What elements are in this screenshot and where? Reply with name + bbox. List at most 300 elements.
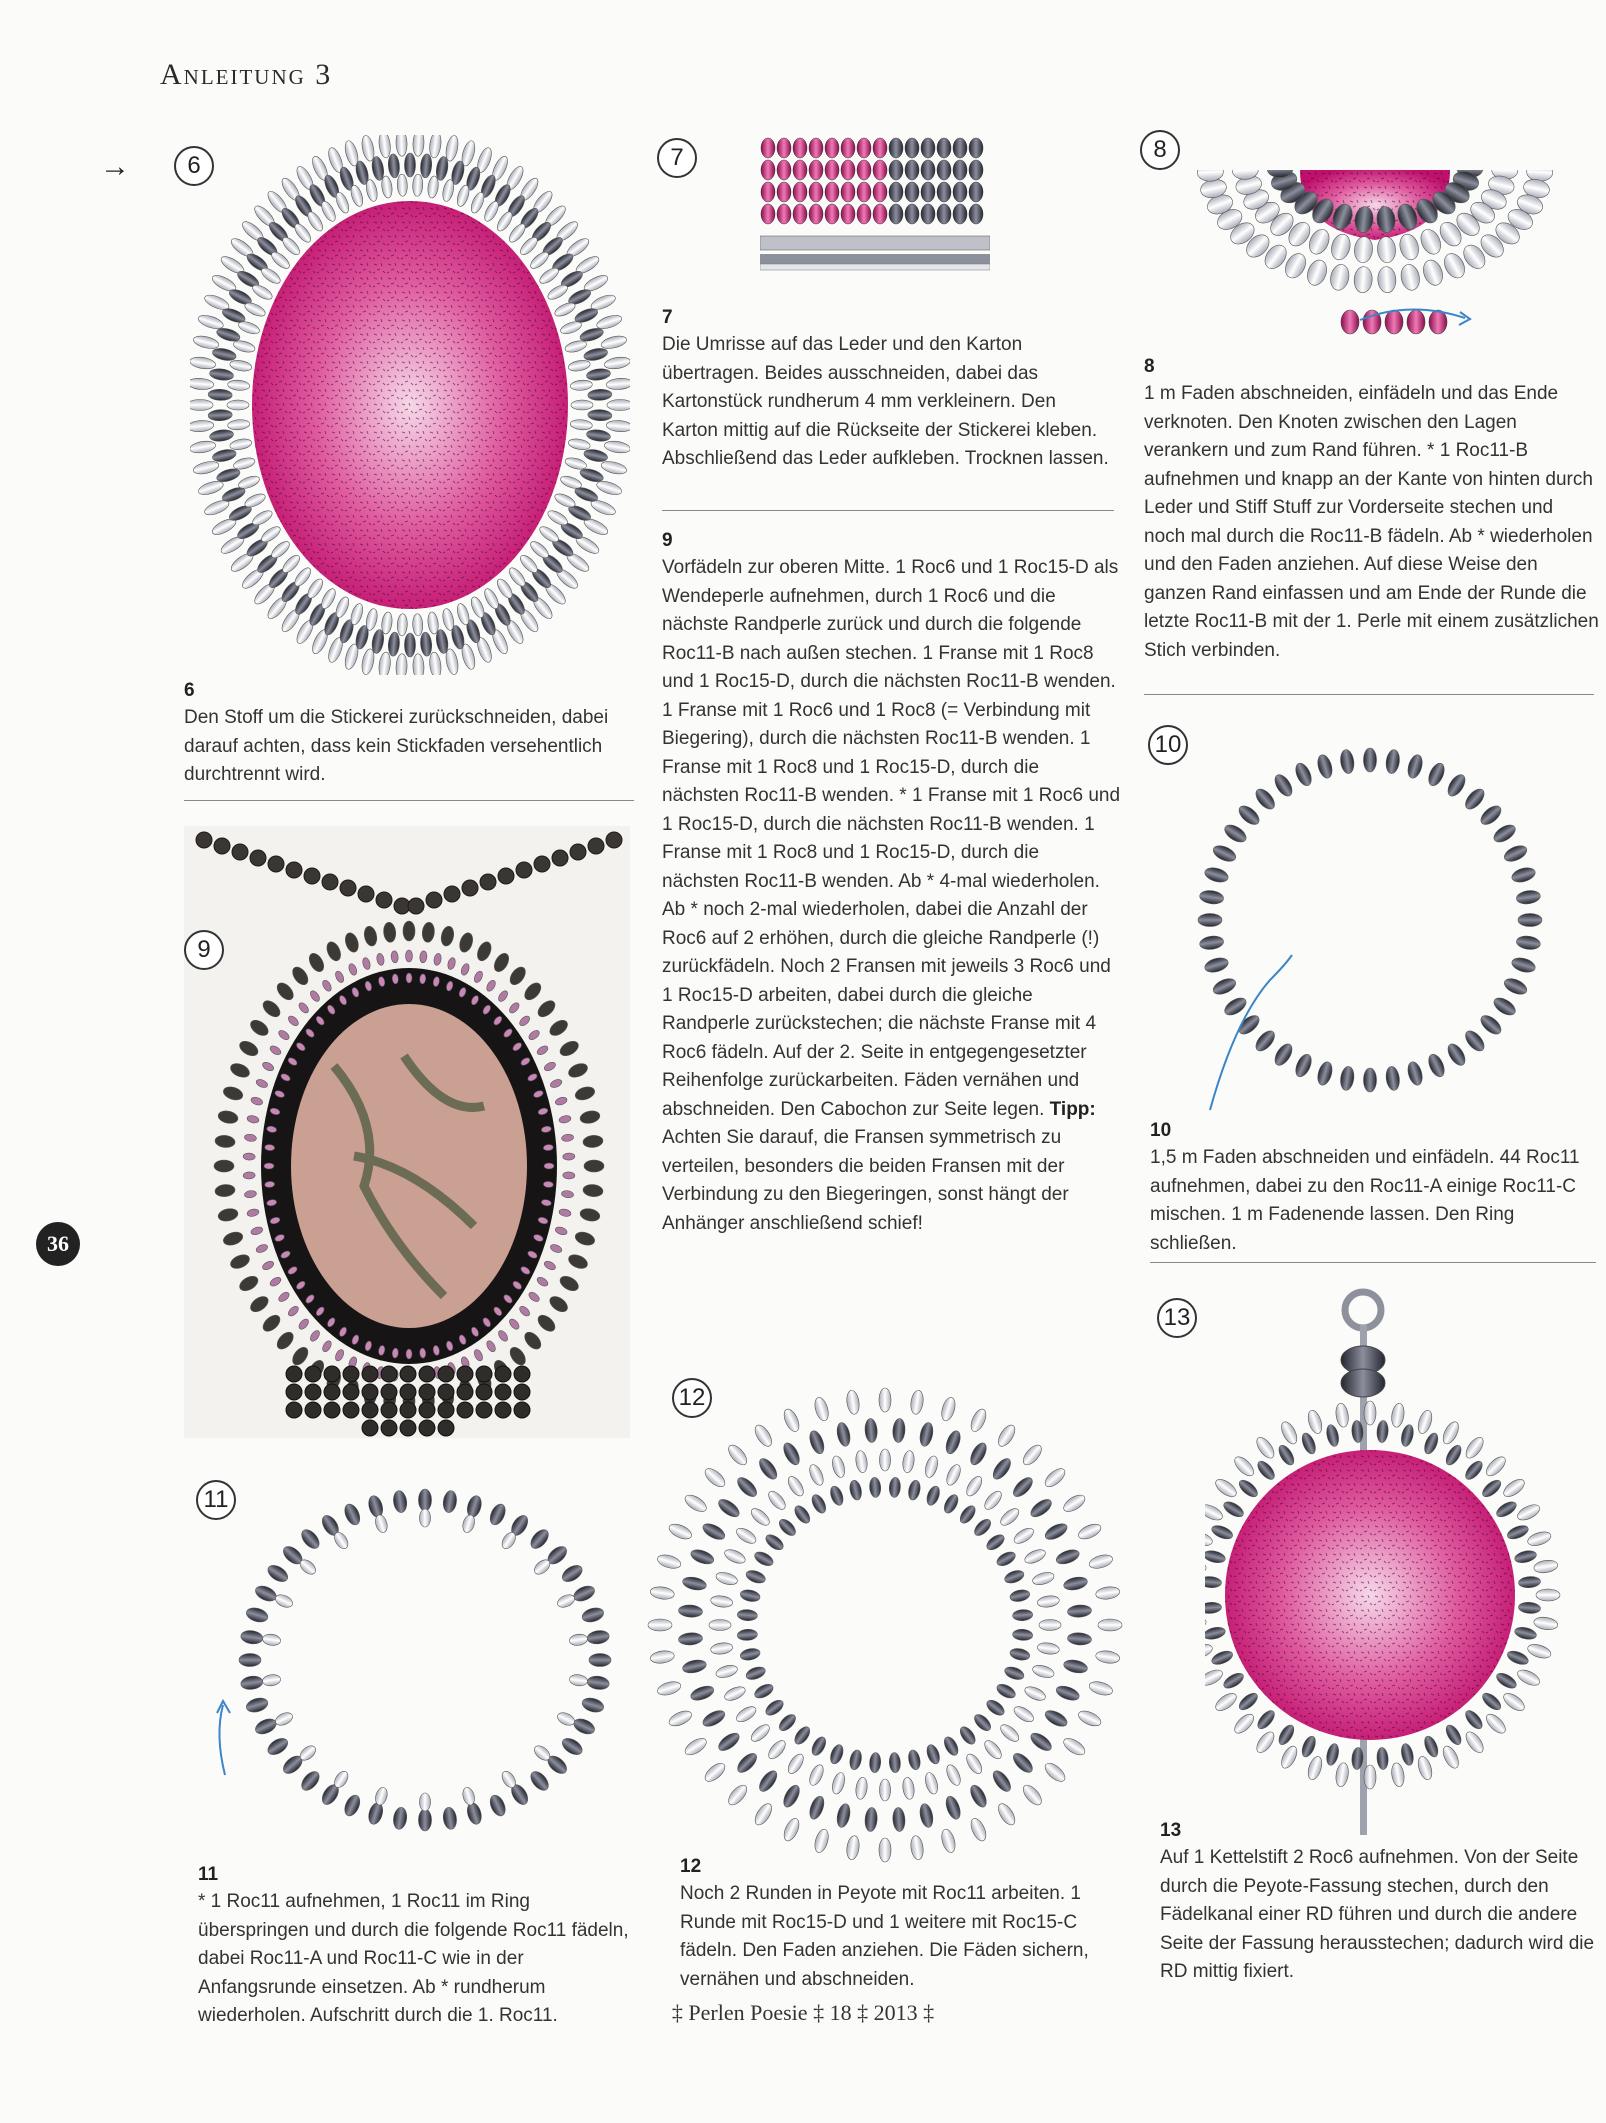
bead <box>969 204 983 224</box>
dark-bead <box>465 1494 484 1519</box>
hematite-bead <box>260 1312 283 1334</box>
dark-bead <box>756 1768 780 1794</box>
fringe-bead <box>362 1384 378 1400</box>
dark-bead <box>1199 889 1225 905</box>
light-bead <box>1042 1465 1068 1490</box>
dark-bead <box>1506 1523 1531 1542</box>
fringe-bead <box>457 1384 473 1400</box>
light-bead <box>1364 1765 1376 1789</box>
step-text-6: Den Stoff um die Stickerei zurückschneiden, dabei darauf achten, dass kein Stickfaden versehentlich durchtrennt wird. <box>184 707 609 785</box>
bead <box>921 160 935 180</box>
dark-bead <box>1376 1420 1389 1443</box>
dark-bead <box>571 1583 596 1604</box>
hematite-bead <box>588 838 604 854</box>
dark-bead <box>1443 1723 1464 1748</box>
light-bead <box>397 614 408 636</box>
bead <box>1397 232 1421 262</box>
bead <box>809 138 823 158</box>
layer-leather <box>760 264 990 270</box>
dark-bead <box>1003 1665 1026 1682</box>
dark-bead <box>972 1712 994 1734</box>
dark-bead <box>487 1502 508 1527</box>
light-bead <box>880 1779 891 1801</box>
dark-bead <box>392 1490 408 1514</box>
dark-bead <box>1210 1648 1235 1667</box>
dark-bead <box>586 1675 610 1691</box>
dark-bead <box>589 1654 611 1667</box>
dark-bead <box>1480 1477 1504 1500</box>
seed-bead <box>527 1029 541 1042</box>
seed-bead <box>261 1260 275 1272</box>
seed-bead <box>334 970 346 984</box>
dark-bead <box>1514 1549 1538 1565</box>
hematite-bead <box>274 1329 296 1352</box>
light-bead <box>1098 1619 1122 1631</box>
light-bead <box>909 1835 924 1860</box>
light-bead <box>262 1633 281 1646</box>
light-bead <box>227 419 250 431</box>
seed-bead <box>561 1190 574 1199</box>
dark-bead <box>1211 843 1238 865</box>
light-bead <box>667 1708 694 1729</box>
dark-bead <box>907 1479 922 1501</box>
seed-bead <box>543 1260 557 1272</box>
light-bead <box>556 1710 577 1727</box>
step-text-9: Vorfädeln zur oberen Mitte. 1 Roc6 und 1 Roc15-D als Wendeperle aufnehmen, durch 1 Roc6 und die nächste Randperle zurück und durch die folgende Roc11-B nach außen stechen. 1 Franse mit 1 Roc8 und 1 Roc15-D, durch die nächsten Roc11-B wenden. 1 Franse mit 1 Roc6 und 1 Roc8 (= Verbindung mit Biegering), durch die nächsten Roc11-B wenden. 1 Franse mit 1 Roc8 und 1 Roc15-D, durch die nächsten Roc11-B wenden. * 1 Franse mit 1 Roc6 und 1 Roc15-D, durch die nächsten Roc11-B wenden. 1 Franse mit 1 Roc8 und 1 Roc15-D, durch die nächsten Roc11-B wenden. Ab * 4-mal wiederholen. Ab * noch 2-mal wiederholen, dabei die Anzahl der Roc6 auf 2 erhöhen, durch die gleiche Randperle (!) zurückfädeln. Noch 2 Fransen mit jeweils 3 Roc6 und 1 Roc15-D arbeiten, dabei durch die gleiche Randperle zurückstechen; die nächste Franse mit 4 Roc6 fädeln. Auf der 2. Seite in entgegengesetzter Reihenfolge zurückarbeiten. Fäden vernähen und abschneiden. Den Cabochon zur Seite legen. Tipp: Achten Sie darauf, die Fransen symmetrisch zu verteilen, besonders die beiden Fransen mit der Verbindung zu den Biegeringen, sonst hängt der Anhänger anschließend schief! <box>662 557 1121 1234</box>
dark-bead <box>1210 1523 1235 1542</box>
dark-bead <box>588 409 612 421</box>
dark-bead <box>1478 802 1505 828</box>
fringe-bead <box>495 1384 511 1400</box>
fringe-bead <box>419 1420 435 1436</box>
light-bead <box>1042 1760 1068 1785</box>
light-bead <box>600 459 628 476</box>
light-bead <box>556 1592 577 1609</box>
dark-bead <box>586 1629 610 1645</box>
step-text-11: * 1 Roc11 aufnehmen, 1 Roc11 im Ring überspringen und durch die folgende Roc11 fädeln, dabei Roc11-A und Roc11-C wie in der Anfangsrunde einsetzen. Ab * rundherum wiederholen. Aufschritt durch die 1. Roc11. <box>198 1891 629 2026</box>
light-bead <box>1334 1762 1350 1788</box>
light-bead <box>412 135 424 156</box>
light-bead <box>1536 1589 1560 1601</box>
fringe-bead <box>343 1402 359 1418</box>
seed-bead <box>321 1339 333 1353</box>
dark-bead <box>1221 1499 1246 1520</box>
light-bead <box>748 1722 772 1745</box>
light-bead <box>227 379 250 391</box>
seed-bead <box>347 963 358 977</box>
bead <box>873 138 887 158</box>
hematite-bead <box>217 1207 239 1223</box>
light-bead <box>1526 1529 1553 1548</box>
light-bead <box>1031 1570 1055 1587</box>
fringe-bead <box>438 1384 454 1400</box>
dark-bead <box>1009 1588 1031 1603</box>
dark-bead <box>990 1456 1014 1482</box>
light-bead <box>964 1752 985 1776</box>
bead <box>1304 257 1330 288</box>
rhodonite-stone <box>291 1004 527 1328</box>
seed-bead <box>287 1304 301 1317</box>
dark-bead <box>1203 865 1230 884</box>
bead <box>921 204 935 224</box>
light-bead <box>682 1735 709 1758</box>
bead <box>1399 263 1422 292</box>
light-bead <box>734 1525 758 1546</box>
light-bead <box>1416 1755 1435 1782</box>
dark-bead <box>1272 1041 1296 1068</box>
light-bead <box>192 459 220 476</box>
bead-ring-figure-12 <box>645 1385 1125 1865</box>
bead <box>969 182 983 202</box>
seed-bead <box>473 970 485 984</box>
light-bead <box>1526 1642 1553 1661</box>
light-bead <box>380 611 393 634</box>
dark-bead <box>387 153 400 178</box>
dark-bead <box>1315 1060 1334 1087</box>
light-bead <box>229 437 252 451</box>
dark-bead <box>571 1716 596 1737</box>
dark-bead <box>700 1707 727 1729</box>
light-bead <box>1231 1711 1256 1736</box>
dark-bead <box>907 1749 922 1771</box>
dark-bead <box>253 1716 278 1737</box>
hematite-bead <box>228 1252 251 1271</box>
dark-bead <box>1518 1576 1541 1589</box>
dark-bead <box>209 368 234 382</box>
light-bead <box>715 1663 739 1680</box>
dark-bead <box>586 368 611 382</box>
dark-bead <box>1518 914 1542 927</box>
bead <box>857 138 871 158</box>
dark-bead <box>583 448 609 464</box>
dark-bead <box>1502 843 1529 865</box>
light-bead <box>702 1465 728 1490</box>
light-bead <box>250 282 274 302</box>
bead <box>857 204 871 224</box>
bead <box>761 138 775 158</box>
dark-bead <box>1236 1690 1260 1713</box>
hematite-bead <box>214 1184 235 1198</box>
fringe-bead <box>457 1402 473 1418</box>
light-bead <box>495 209 515 233</box>
dark-bead <box>1385 749 1401 775</box>
fringe-bead <box>419 1402 435 1418</box>
dark-bead <box>763 1697 786 1718</box>
dark-bead <box>1399 1742 1415 1766</box>
fringe-bead <box>400 1384 416 1400</box>
page-footer: ‡ Perlen Poesie ‡ 18 ‡ 2013 ‡ <box>671 2000 935 2025</box>
pendant-photo <box>184 826 630 1438</box>
light-bead <box>1278 1744 1300 1771</box>
dark-bead <box>1385 1066 1401 1092</box>
dark-bead <box>943 1794 963 1821</box>
seed-bead <box>309 989 322 1003</box>
dark-bead <box>581 1696 606 1715</box>
hematite-bead <box>491 951 511 974</box>
light-bead <box>1416 1409 1435 1436</box>
dark-bead <box>995 1682 1018 1701</box>
bead <box>809 160 823 180</box>
hematite-bead <box>498 868 514 884</box>
dark-bead <box>1514 1625 1538 1641</box>
dark-bead <box>559 1735 585 1758</box>
fringe-bead <box>419 1384 435 1400</box>
light-bead <box>682 1492 709 1515</box>
dark-bead <box>211 448 237 464</box>
hematite-bead <box>584 1160 604 1172</box>
step-title-7: 7 <box>662 307 673 328</box>
seed-bead <box>549 1243 563 1254</box>
light-bead <box>570 379 593 391</box>
light-bead <box>537 524 561 545</box>
light-bead <box>1501 1690 1527 1714</box>
dark-bead <box>984 1532 1007 1553</box>
hematite-bead <box>232 844 248 860</box>
pink-bead <box>1385 310 1403 334</box>
dark-bead <box>1203 955 1230 974</box>
dark-bead <box>392 1807 408 1831</box>
hematite-bead <box>547 1293 570 1314</box>
dark-bead <box>1445 772 1469 799</box>
bead <box>889 160 903 180</box>
seed-bead <box>543 1061 557 1073</box>
bead-ring-figure-10 <box>1180 720 1560 1120</box>
bead <box>857 182 871 202</box>
hematite-bead <box>535 1312 558 1334</box>
hematite-bead <box>304 868 320 884</box>
dark-bead <box>1426 1052 1448 1079</box>
light-bead <box>262 1673 281 1686</box>
dark-bead <box>442 1807 458 1831</box>
seed-bead <box>391 951 399 964</box>
dark-bead <box>1399 1424 1415 1448</box>
step-text-12: Noch 2 Runden in Peyote mit Roc11 arbeiten. 1 Runde mit Roc15-D und 1 weitere mit Roc15-C fädeln. Den Faden anziehen. Die Fäden sichern, vernähen und abschneiden. <box>680 1883 1089 1990</box>
layer-carton <box>760 254 990 264</box>
dark-bead <box>581 1606 606 1625</box>
seed-bead <box>287 1014 301 1027</box>
dark-bead <box>957 1503 978 1526</box>
dark-bead <box>744 1665 767 1682</box>
fringe-bead <box>457 1366 473 1382</box>
step-title-9: 9 <box>662 530 673 551</box>
dark-bead <box>342 1502 363 1527</box>
step-number-badge-12: 12 <box>672 1378 712 1418</box>
hematite-bead <box>358 886 374 902</box>
light-bead <box>292 565 314 588</box>
seed-bead <box>246 1115 259 1124</box>
dark-bead <box>776 1712 798 1734</box>
dark-bead <box>869 1752 881 1773</box>
dark-bead <box>752 1682 775 1701</box>
step-number-badge-8: 8 <box>1140 130 1180 170</box>
light-bead <box>412 654 424 675</box>
light-bead <box>998 1722 1022 1745</box>
bead <box>873 204 887 224</box>
light-bead <box>569 1673 588 1686</box>
light-bead <box>1463 1729 1487 1755</box>
bead <box>761 182 775 202</box>
step-number-badge-9: 9 <box>184 930 224 970</box>
light-bead <box>280 235 302 258</box>
light-bead <box>855 1777 869 1800</box>
light-bead <box>923 1455 940 1479</box>
light-bead <box>1205 1667 1225 1689</box>
light-bead <box>1012 1704 1036 1725</box>
light-bead <box>292 221 314 244</box>
light-bead <box>1440 1419 1462 1446</box>
light-bead <box>1515 1502 1542 1524</box>
hematite-bead <box>522 980 544 1003</box>
dark-bead <box>848 1749 863 1771</box>
light-bead <box>420 1509 431 1527</box>
light-bead <box>1440 1744 1462 1771</box>
page-number-badge: 36 <box>36 1222 80 1266</box>
bead <box>777 182 791 202</box>
dark-bead <box>1462 786 1488 813</box>
light-bead <box>715 1570 739 1587</box>
dark-bead <box>1003 1568 1026 1585</box>
light-bead <box>305 577 325 601</box>
seed-bead <box>460 963 471 977</box>
seed-bead <box>536 1275 550 1287</box>
dark-bead <box>1199 935 1225 951</box>
dark-bead <box>240 1675 264 1691</box>
hematite-bead <box>457 931 475 954</box>
bead-ring-figure-11 <box>205 1475 645 1835</box>
dark-bead <box>1028 1730 1054 1754</box>
hematite-bead <box>290 964 311 987</box>
step-title-8: 8 <box>1144 356 1155 377</box>
step-text-7: Die Umrisse auf das Leder und den Karton übertragen. Beides ausschneiden, dabei das Kartonstück rundherum 4 mm verkleinern. Den Karton mittig auf die Rückseite der Stickerei kleben. Abschließend das Leder aufkleben. Trocknen lassen. <box>662 334 1109 469</box>
light-bead <box>606 420 630 433</box>
light-bead <box>723 1684 748 1703</box>
dark-bead <box>739 1588 761 1603</box>
fringe-bead <box>514 1366 530 1382</box>
dark-bead <box>918 1803 935 1829</box>
light-bead <box>1463 1435 1487 1461</box>
bead <box>937 138 951 158</box>
seed-bead <box>518 1304 532 1317</box>
dark-bead <box>1299 1431 1318 1456</box>
hematite-bead <box>516 862 532 878</box>
hematite-bead <box>574 1085 597 1103</box>
light-bead <box>428 135 442 158</box>
light-bead <box>259 524 283 545</box>
dark-bead <box>1510 955 1537 974</box>
light-bead <box>944 1463 963 1488</box>
light-bead <box>427 175 440 198</box>
seed-bead <box>554 1226 568 1236</box>
hematite-bead <box>250 850 266 866</box>
light-bead <box>1020 1782 1045 1808</box>
seed-bead <box>485 979 497 993</box>
continue-arrow-icon: → <box>100 150 130 183</box>
dark-bead <box>957 1724 978 1747</box>
dark-bead <box>265 1735 291 1758</box>
hematite-bead <box>376 892 392 908</box>
light-bead <box>1061 1492 1088 1515</box>
light-bead <box>1061 1735 1088 1758</box>
light-bead <box>1205 1502 1225 1524</box>
dark-bead <box>1236 802 1263 828</box>
dark-bead <box>1067 1632 1092 1646</box>
seed-bead <box>558 1115 571 1124</box>
pink-bead <box>1407 310 1425 334</box>
cabochon-texture <box>252 201 568 609</box>
hematite-bead <box>248 1017 271 1038</box>
oval-cabochon-figure <box>190 135 630 675</box>
step-title-11: 11 <box>198 1864 219 1885</box>
dark-bead <box>807 1794 827 1821</box>
light-bead <box>1483 1711 1508 1736</box>
bead <box>825 204 839 224</box>
seed-bead <box>544 1163 554 1169</box>
dark-bead <box>892 1807 906 1832</box>
hematite-bead <box>217 1109 239 1125</box>
light-bead <box>734 1704 758 1725</box>
dark-bead <box>1478 1012 1505 1038</box>
dark-bead <box>1067 1604 1092 1618</box>
seed-bead <box>255 1243 269 1254</box>
hematite-bead <box>290 1345 311 1368</box>
step-number-badge-7: 7 <box>657 138 697 178</box>
hematite-bead <box>566 1061 589 1080</box>
dark-bead <box>1043 1521 1070 1543</box>
seed-bead <box>536 1044 550 1056</box>
dark-bead <box>420 153 433 178</box>
dark-bead <box>1293 761 1315 788</box>
dark-bead <box>1510 865 1537 884</box>
hematite-bead <box>363 925 379 947</box>
dark-bead <box>1028 1496 1054 1520</box>
dark-bead <box>588 389 612 401</box>
seed-bead <box>558 1208 571 1217</box>
bead <box>921 138 935 158</box>
hematite-bead <box>214 1134 235 1148</box>
light-bead <box>1205 1559 1207 1575</box>
seed-bead <box>376 953 385 966</box>
step-title-10: 10 <box>1150 1120 1172 1141</box>
light-bead <box>396 654 408 675</box>
hematite-bead <box>582 1134 603 1148</box>
bead <box>905 204 919 224</box>
light-bead <box>812 1396 830 1422</box>
dark-bead <box>583 347 609 363</box>
dark-bead <box>807 1429 827 1456</box>
light-bead <box>785 1474 806 1498</box>
dark-bead <box>1205 1576 1222 1589</box>
light-bead <box>998 1506 1022 1529</box>
hematite-bead <box>274 980 296 1003</box>
page-header: Anleitung 3 <box>160 58 333 91</box>
dark-bead <box>1211 976 1238 998</box>
light-bead <box>785 1752 806 1776</box>
dark-bead <box>527 1527 551 1552</box>
light-bead <box>812 1828 830 1854</box>
dark-bead <box>1405 753 1424 780</box>
bead <box>937 204 951 224</box>
bead <box>905 160 919 180</box>
light-bead <box>939 1828 957 1854</box>
light-bead <box>939 1396 957 1422</box>
light-bead <box>412 174 423 196</box>
hematite-bead <box>214 838 230 854</box>
dark-bead <box>739 1647 761 1662</box>
light-bead <box>1278 1419 1300 1446</box>
dark-bead <box>744 1568 767 1585</box>
bead <box>825 182 839 202</box>
light-bead <box>546 282 570 302</box>
